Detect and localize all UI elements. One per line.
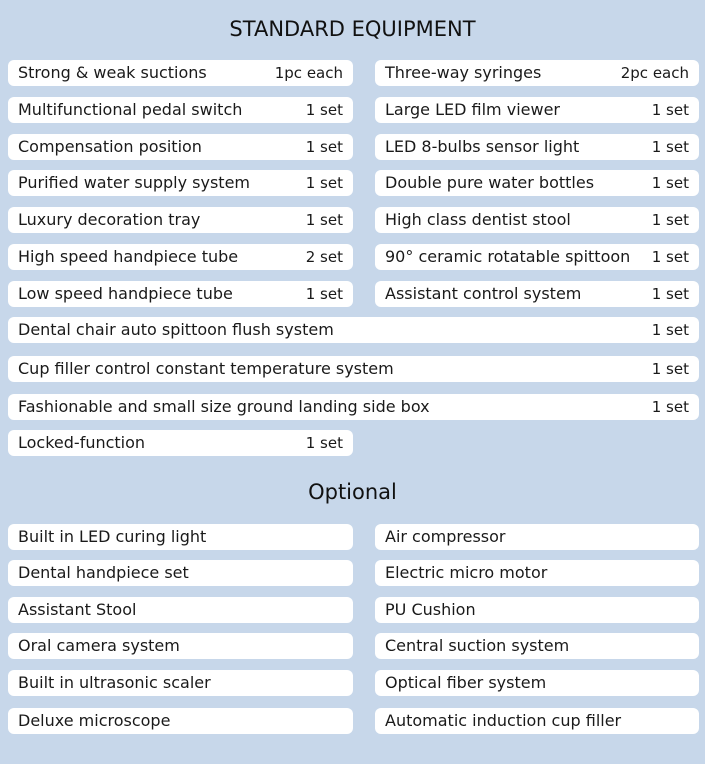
optional-item xyxy=(8,708,353,734)
optional-item xyxy=(8,670,353,696)
item-label: Dental chair auto spittoon flush system xyxy=(18,320,334,339)
item-label: Three-way syringes xyxy=(385,63,542,82)
item-label: Cup filler control constant temperature system xyxy=(18,359,394,378)
item-label: Oral camera system xyxy=(18,636,180,655)
item-quantity: 1 set xyxy=(651,321,689,339)
item-quantity: 2pc each xyxy=(620,64,689,82)
optional-item xyxy=(375,633,699,659)
item-quantity: 1 set xyxy=(651,360,689,378)
item-quantity: 2 set xyxy=(305,248,343,266)
optional-item xyxy=(8,633,353,659)
equipment-item xyxy=(8,317,699,343)
equipment-item xyxy=(8,244,353,270)
item-label: Electric micro motor xyxy=(385,563,548,582)
equipment-item xyxy=(375,170,699,196)
equipment-item xyxy=(375,244,699,270)
equipment-item xyxy=(375,97,699,123)
item-label: Purified water supply system xyxy=(18,173,250,192)
equipment-item xyxy=(8,394,699,420)
item-quantity: 1 set xyxy=(305,138,343,156)
item-label: High class dentist stool xyxy=(385,210,571,229)
item-label: Automatic induction cup filler xyxy=(385,711,622,730)
item-label: High speed handpiece tube xyxy=(18,247,239,266)
item-quantity: 1 set xyxy=(305,174,343,192)
item-label: Assistant Stool xyxy=(18,600,137,619)
optional-item xyxy=(375,524,699,550)
optional-item xyxy=(375,560,699,586)
item-label: Multifunctional pedal switch xyxy=(18,100,243,119)
optional-item xyxy=(8,524,353,550)
item-quantity: 1 set xyxy=(305,101,343,119)
equipment-item xyxy=(8,356,699,382)
item-quantity: 1 set xyxy=(305,285,343,303)
optional-item xyxy=(375,708,699,734)
item-label: LED 8-bulbs sensor light xyxy=(385,137,580,156)
item-quantity: 1 set xyxy=(651,211,689,229)
item-label: PU Cushion xyxy=(385,600,476,619)
item-quantity: 1pc each xyxy=(274,64,343,82)
item-label: Built in LED curing light xyxy=(18,527,207,546)
optional-item xyxy=(8,597,353,623)
equipment-item xyxy=(8,60,353,86)
item-quantity: 1 set xyxy=(305,211,343,229)
item-label: Deluxe microscope xyxy=(18,711,171,730)
equipment-item xyxy=(375,207,699,233)
equipment-item xyxy=(8,97,353,123)
item-quantity: 1 set xyxy=(651,285,689,303)
item-label: Compensation position xyxy=(18,137,202,156)
item-label: Optical fiber system xyxy=(385,673,547,692)
item-quantity: 1 set xyxy=(651,398,689,416)
item-label: Luxury decoration tray xyxy=(18,210,201,229)
item-label: Locked-function xyxy=(18,433,146,452)
equipment-item xyxy=(375,134,699,160)
item-quantity: 1 set xyxy=(305,434,343,452)
item-quantity: 1 set xyxy=(651,174,689,192)
item-label: Central suction system xyxy=(385,636,570,655)
equipment-item xyxy=(8,207,353,233)
item-label: Strong & weak suctions xyxy=(18,63,207,82)
item-label: Assistant control system xyxy=(385,284,582,303)
item-label: Large LED film viewer xyxy=(385,100,560,119)
item-label: 90° ceramic rotatable spittoon xyxy=(385,247,631,266)
equipment-item xyxy=(8,170,353,196)
item-quantity: 1 set xyxy=(651,101,689,119)
item-label: Air compressor xyxy=(385,527,506,546)
item-label: Built in ultrasonic scaler xyxy=(18,673,211,692)
equipment-item xyxy=(375,60,699,86)
item-quantity: 1 set xyxy=(651,248,689,266)
optional-item xyxy=(8,560,353,586)
optional-item xyxy=(375,597,699,623)
optional-title: Optional xyxy=(308,480,397,504)
equipment-item xyxy=(8,430,353,456)
optional-item xyxy=(375,670,699,696)
item-label: Low speed handpiece tube xyxy=(18,284,233,303)
item-label: Fashionable and small size ground landing side box xyxy=(18,397,430,416)
item-quantity: 1 set xyxy=(651,138,689,156)
item-label: Double pure water bottles xyxy=(385,173,595,192)
standard-equipment-title: STANDARD EQUIPMENT xyxy=(229,17,476,41)
equipment-item xyxy=(375,281,699,307)
equipment-item xyxy=(8,281,353,307)
equipment-item xyxy=(8,134,353,160)
item-label: Dental handpiece set xyxy=(18,563,189,582)
